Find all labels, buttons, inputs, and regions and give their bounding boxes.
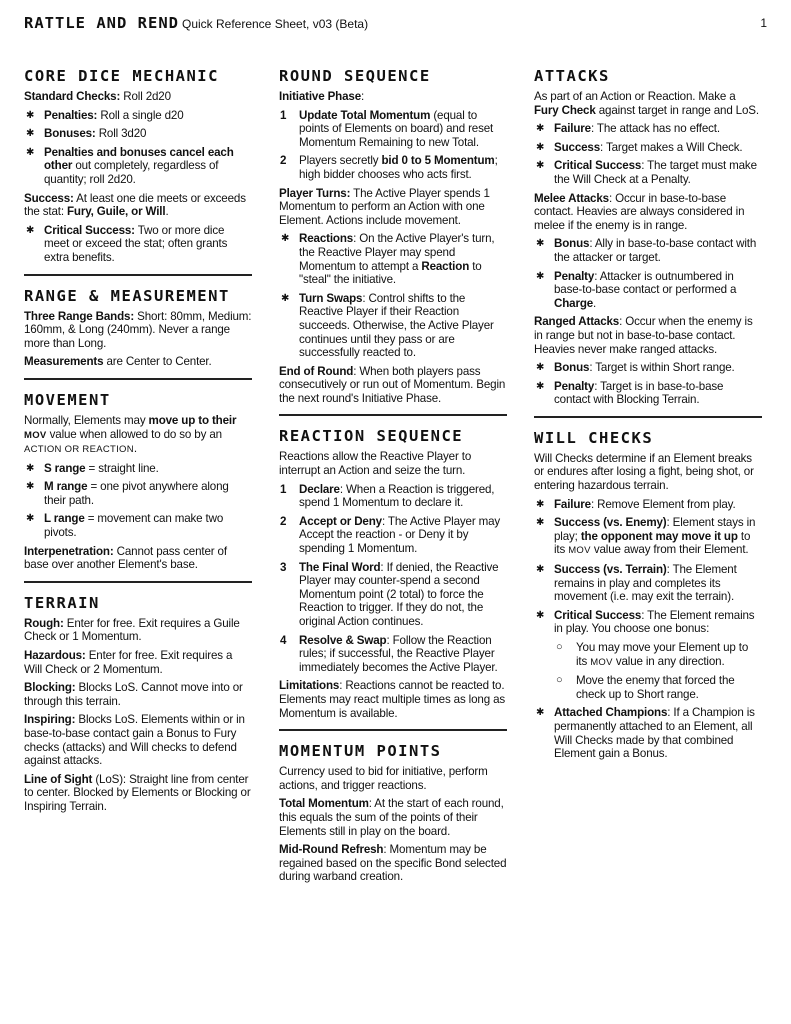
list-item: ○ You may move your Element up to its MOV value in any direction. (556, 641, 749, 668)
list-item: 3 The Final Word: If denied, the Reactive Player may counter-spend a second Momentum point (2 total) to force the Reaction to trigger. If they do not, the original Action continues. (280, 560, 499, 628)
section-reaction-sequence (279, 426, 507, 720)
bullet-icon: ✱ (536, 362, 545, 374)
list-item: ✱ M range = one pivot anywhere along their path. (26, 480, 229, 507)
bullet-icon: ✱ (536, 564, 545, 576)
bullet-icon: ✱ (536, 160, 545, 172)
list-item: 2 Players secretly bid 0 to 5 Momentum; high bidder chooses who acts first. (280, 154, 498, 181)
bullet-list (534, 361, 762, 407)
bullet-icon: ✱ (536, 707, 545, 719)
page-header (24, 14, 767, 36)
list-item: ✱ Penalty: Target is in base-to-base contact with Blocking Terrain. (536, 379, 724, 407)
bullet-icon: ✱ (26, 224, 35, 236)
bullet-icon: ✱ (281, 233, 290, 245)
bullet-list (534, 498, 762, 761)
bullet-icon: ✱ (26, 513, 35, 525)
section-core-dice (24, 66, 252, 265)
list-item: ✱ Bonus: Target is within Short range. (536, 361, 735, 375)
section-divider (24, 274, 252, 276)
bullet-list (24, 224, 252, 265)
section-round-sequence (279, 66, 507, 405)
list-item: ✱ Bonus: Ally in base-to-base contact with the attacker or target. (536, 237, 757, 264)
paragraph: Will Checks determine if an Element breaks or endures after losing a fight, being shot, or entering hazardous terrain. (534, 451, 754, 493)
section-heading: TERRAIN (24, 593, 100, 612)
list-item: ✱ S range = straight line. (26, 461, 159, 475)
section-heading: ROUND SEQUENCE (279, 67, 431, 85)
list-item: ✱ Reactions: On the Active Player's turn, the Reactive Player may spend Momentum to attempt a Reaction to "steal" the initiative. (281, 232, 495, 287)
paragraph: End of Round: When both players pass consecutively or run out of Momentum. Begin the next round's Initiative Phase. (279, 364, 506, 405)
page-number: 1 (760, 16, 767, 30)
circle-bullet-icon: ○ (556, 641, 563, 653)
section-range (24, 286, 252, 369)
list-item: ✱ Penalties: Roll a single d20 (26, 108, 184, 122)
list-item: ✱ Critical Success: Two or more dice meet or exceed the stat; often grants extra benefits. (26, 223, 228, 264)
list-item: ✱ L range = movement can make two pivots. (26, 512, 224, 540)
doc-title: RATTLE AND REND (24, 14, 179, 32)
bullet-icon: ✱ (536, 498, 545, 510)
paragraph: As part of an Action or Reaction. Make a Fury Check against target in range and LoS. (534, 90, 759, 117)
numbered-list (279, 109, 507, 182)
list-item: 2 Accept or Deny: The Active Player may Accept the reaction - or Deny it by spending 1 Momentum. (280, 514, 501, 556)
column-3 (534, 66, 762, 766)
section-heading: MOVEMENT (24, 390, 111, 409)
paragraph: Blocking: Blocks LoS. Cannot move into or through this terrain. (24, 681, 243, 708)
paragraph: Normally, Elements may move up to their MOV value when allowed to do so by an ACTION OR REACTION. (24, 413, 237, 456)
section-divider (279, 414, 507, 416)
paragraph: Limitations: Reactions cannot be reacted to. Elements may react multiple times as long as Momentum is available. (279, 679, 506, 720)
list-item: ✱ Failure: Remove Element from play. (536, 497, 736, 511)
doc-subtitle: Quick Reference Sheet, v03 (Beta) (181, 17, 369, 31)
bullet-icon: ✱ (26, 128, 35, 140)
paragraph: Initiative Phase: (279, 90, 365, 103)
bullet-list (534, 122, 762, 186)
bullet-icon: ✱ (536, 380, 545, 392)
paragraph: Success: At least one die meets or exceeds the stat: Fury, Guile, or Will. (24, 191, 246, 219)
list-item: ○ Move the enemy that forced the check up to Short range. (556, 674, 735, 701)
column-2 (279, 66, 507, 889)
list-item: 4 Resolve & Swap: Follow the Reaction rules; if successful, the Reactive Player immediately becomes the Active Player. (280, 633, 498, 674)
section-heading: REACTION SEQUENCE (279, 427, 464, 446)
list-item: ✱ Attached Champions: If a Champion is permanently attached to an Element, all Will Checks made by that combined Element gain a Bonus. (536, 706, 755, 761)
list-item: ✱ Penalties and bonuses cancel each other out completely, regardless of quantity; roll 2d20. (26, 145, 234, 186)
section-divider (534, 416, 762, 418)
paragraph: Currency used to bid for initiative, perform actions, and trigger reactions. (279, 765, 488, 792)
paragraph: Interpenetration: Cannot pass center of base over another Element's base. (24, 544, 227, 572)
bullet-list (279, 232, 507, 359)
section-heading: CORE DICE MECHANIC (24, 67, 219, 85)
list-item: ✱ Success: Target makes a Will Check. (536, 140, 743, 154)
bullet-icon: ✱ (536, 141, 545, 153)
bullet-icon: ✱ (536, 123, 545, 135)
paragraph: Reactions allow the Reactive Player to interrupt an Action and seize the turn. (279, 450, 472, 478)
bullet-icon: ✱ (26, 109, 35, 121)
paragraph: Total Momentum: At the start of each round, this equals the sum of the points of their Elements still in play on the board. (279, 797, 504, 838)
bullet-list (24, 462, 252, 540)
paragraph: Measurements are Center to Center. (24, 355, 212, 369)
bullet-icon: ✱ (26, 146, 35, 158)
paragraph: Mid-Round Refresh: Momentum may be regained based on the specific Bond selected during warband creation. (279, 843, 507, 884)
list-item: ✱ Failure: The attack has no effect. (536, 122, 720, 136)
paragraph: Standard Checks: Roll 2d20 (24, 90, 171, 103)
bullet-icon: ✱ (536, 517, 545, 529)
list-item: ✱ Bonuses: Roll 3d20 (26, 127, 147, 141)
paragraph: Hazardous: Enter for free. Exit requires a Will Check or 2 Momentum. (24, 649, 233, 676)
section-divider (24, 581, 252, 583)
bullet-icon: ✱ (26, 462, 35, 474)
section-heading: MOMENTUM POINTS (279, 742, 442, 761)
bullet-list (534, 237, 762, 310)
paragraph: Rough: Enter for free. Exit requires a Guile Check or 1 Momentum. (24, 616, 240, 644)
list-item: 1 Update Total Momentum (equal to points of Elements on board) and reset Momentum Remaining to new Total. (280, 108, 494, 149)
list-item: ✱ Critical Success: The Element remains in play. You choose one bonus: (536, 608, 755, 636)
section-momentum (279, 741, 507, 884)
section-divider (24, 378, 252, 380)
section-heading: RANGE & MEASUREMENT (24, 286, 230, 305)
section-will-checks (534, 428, 762, 761)
list-item: ✱ Success (vs. Terrain): The Element remains in play and completes its movement (i.e. may exit the terrain). (536, 563, 737, 604)
bullet-icon: ✱ (26, 481, 35, 493)
section-movement (24, 390, 252, 572)
paragraph: Melee Attacks: Occur in base-to-base contact. Heavies are always considered in melee if the enemy is in range. (534, 191, 745, 232)
column-1 (24, 66, 252, 819)
bullet-icon: ✱ (536, 609, 545, 621)
section-heading: ATTACKS (534, 67, 610, 85)
bullet-icon: ✱ (536, 270, 545, 282)
paragraph: Three Range Bands: Short: 80mm, Medium: 160mm, & Long (240mm). Never a range more than Long. (24, 309, 252, 350)
bullet-icon: ✱ (536, 238, 545, 250)
list-item: ✱ Success (vs. Enemy): Element stays in play; the opponent may move it up to its MOV value away from their Element. (536, 516, 756, 557)
numbered-list (279, 483, 507, 675)
section-heading: WILL CHECKS (534, 428, 654, 447)
paragraph: Line of Sight (LoS): Straight line from center to center. Blocked by Elements or Blocking or Inspiring Terrain. (24, 772, 251, 813)
list-item: ✱ Turn Swaps: Control shifts to the Reactive Player if their Reaction succeeds. Otherwise, the Active Player continues until they pass or are successfully reacted to. (281, 291, 494, 360)
paragraph: Player Turns: The Active Player spends 1 Momentum to perform an Action with one Element. Actions include movement. (279, 186, 490, 227)
list-item: ✱ Critical Success: The target must make the Will Check at a Penalty. (536, 159, 757, 186)
paragraph: Ranged Attacks: Occur when the enemy is in range but not in base-to-base contact. Heavies never make ranged attacks. (534, 315, 753, 356)
paragraph: Inspiring: Blocks LoS. Elements within or in base-to-base contact gain a Bonus to Fury checks (attacks) and Will checks to defend against attacks. (24, 713, 245, 768)
section-divider (279, 729, 507, 731)
list-item: 1 Declare: When a Reaction is triggered, spend 1 Momentum to declare it. (280, 482, 495, 510)
section-attacks (534, 66, 762, 407)
circle-bullet-icon: ○ (556, 674, 563, 687)
section-terrain (24, 593, 252, 814)
bullet-icon: ✱ (281, 292, 290, 304)
list-item: ✱ Penalty: Attacker is outnumbered in base-to-base contact or performed a Charge. (536, 269, 737, 310)
bullet-list (24, 109, 252, 187)
